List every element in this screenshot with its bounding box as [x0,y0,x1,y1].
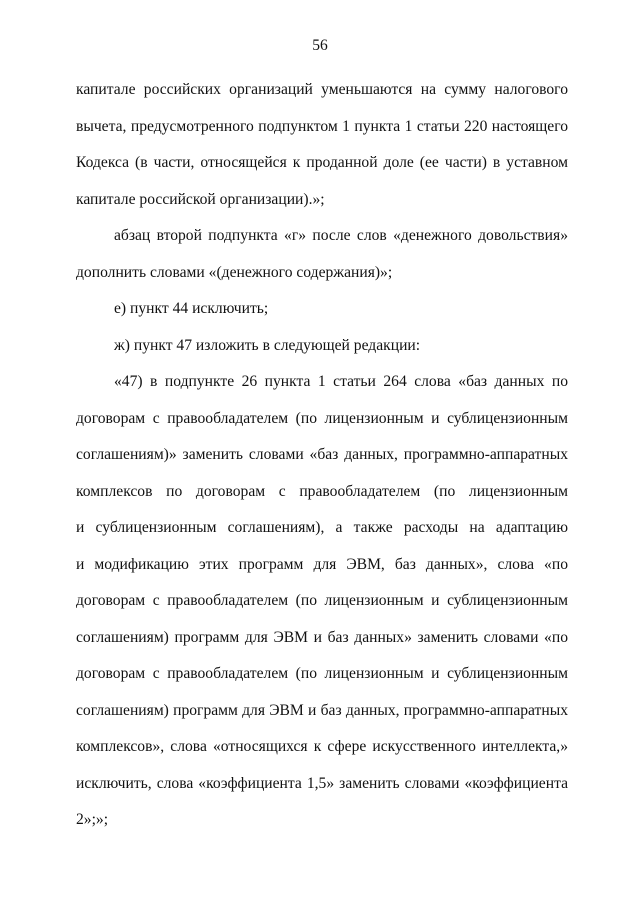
text-line: и сублицензионным соглашениям), а также расходы на адаптацию [76,519,568,536]
text-line: 2»;»; [76,811,109,828]
text-line: соглашениям) программ для ЭВМ и баз данных» заменить словами «по [76,628,568,646]
text-line: дополнить словами «(денежного содержания)»; [76,263,393,281]
text-line: исключить, слова «коэффициента 1,5» заменить словами «коэффициента [76,774,568,792]
text-line: комплексов по договорам с правообладателем (по лицензионным [76,482,568,500]
paragraph-amendment-g [76,218,568,291]
text-line: Кодекса (в части, относящейся к проданной доле (ее части) в уставном [76,154,568,171]
text-line: «47) в подпункте 26 пункта 1 статьи 264 слова «баз данных по [114,373,568,390]
text-line: капитале российской организации).»; [76,190,325,208]
text-line: и модификацию этих программ для ЭВМ, баз данных», слова «по [76,555,568,573]
paragraph-item-zh [76,328,568,365]
paragraph-continuation [76,72,568,218]
paragraph-item-e [76,291,568,328]
text-line: договорам с правообладателем (по лицензионным и сублицензионным [76,665,568,682]
text-line: ж) пункт 47 изложить в следующей редакции: [114,336,421,354]
paragraph-point-47 [76,364,568,839]
text-line: абзац второй подпункта «г» после слов «денежного довольствия» [114,227,568,244]
text-line: договорам с правообладателем (по лицензионным и сублицензионным [76,592,568,609]
text-line: капитале российских организаций уменьшаются на сумму налогового [76,81,568,98]
text-line: комплексов», слова «относящихся к сфере искусственного интеллекта,» [76,738,568,755]
text-line: договорам с правообладателем (по лицензионным и сублицензионным [76,409,568,427]
document-body [76,72,568,839]
text-line: е) пункт 44 исключить; [114,300,269,317]
text-line: вычета, предусмотренного подпунктом 1 пункта 1 статьи 220 настоящего [76,117,568,135]
text-line: соглашениям) программ для ЭВМ и баз данных, программно-аппаратных [76,701,568,719]
page-number: 56 [312,37,328,54]
text-line: соглашениям)» заменить словами «баз данных, программно-аппаратных [76,446,568,463]
